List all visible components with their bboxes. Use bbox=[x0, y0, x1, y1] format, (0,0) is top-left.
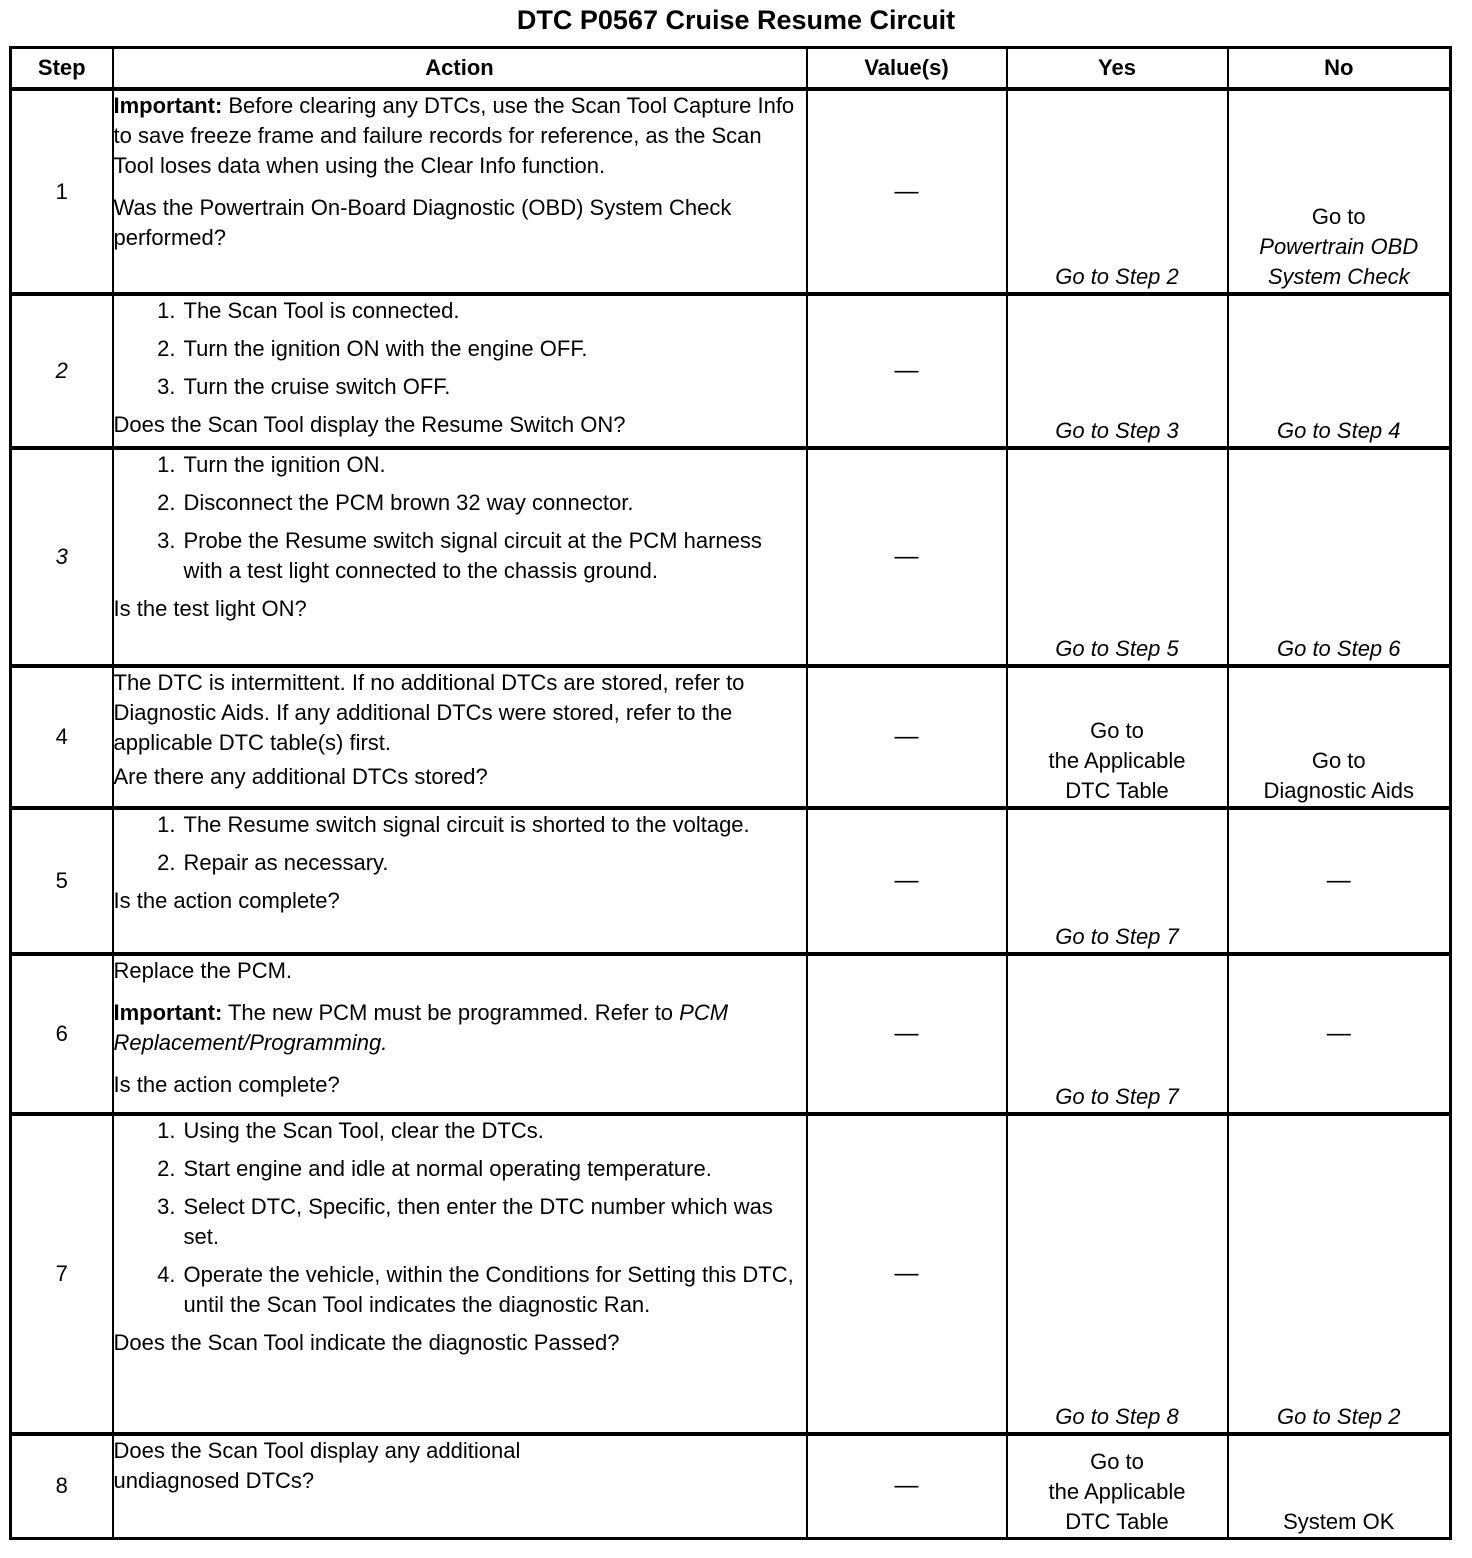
action-text: The DTC is intermittent. If no additional DTCs are stored, refer to Diagnostic Aids. If any additional DTCs were stored, refer to the applicable DTC table(s) first. bbox=[113, 670, 745, 755]
table-row-step-3 bbox=[11, 448, 1451, 666]
important-label: Important: bbox=[113, 1000, 223, 1025]
step-number: 6 bbox=[11, 954, 113, 1114]
step-number: 7 bbox=[11, 1114, 113, 1434]
action-question: Does the Scan Tool indicate the diagnostic Passed? bbox=[113, 1330, 620, 1355]
list-item: 4. Operate the vehicle, within the Conditions for Setting this DTC, until the Scan Tool indicates the diagnostic Ran. bbox=[157, 1262, 794, 1317]
action-question: Does the Scan Tool display any additional undiagnosed DTCs? bbox=[113, 1438, 521, 1493]
yes-cell: Go to Step 3 bbox=[1007, 294, 1228, 448]
action-question: Does the Scan Tool display the Resume Switch ON? bbox=[113, 412, 626, 437]
important-link: PCM Replacement/Programming. bbox=[113, 1000, 729, 1055]
header-values: Value(s) bbox=[807, 48, 1007, 90]
step-number: 4 bbox=[11, 666, 113, 808]
list-item: 3. Select DTC, Specific, then enter the DTC number which was set. bbox=[157, 1194, 773, 1249]
action-question: Is the action complete? bbox=[113, 1072, 340, 1097]
no-cell: Go to Diagnostic Aids bbox=[1228, 666, 1451, 808]
table-row-step-7 bbox=[11, 1114, 1451, 1434]
table-header-row bbox=[11, 48, 1451, 90]
value-cell: — bbox=[807, 89, 1007, 294]
value-cell: — bbox=[807, 1114, 1007, 1434]
action-steps-list bbox=[114, 1116, 806, 1320]
step-number: 3 bbox=[11, 448, 113, 666]
action-cell bbox=[113, 666, 807, 808]
action-cell bbox=[113, 1114, 807, 1434]
step-number: 8 bbox=[11, 1434, 113, 1538]
table-row-step-8 bbox=[11, 1434, 1451, 1538]
action-steps-list bbox=[114, 450, 806, 586]
value-cell: — bbox=[807, 808, 1007, 954]
header-yes: Yes bbox=[1007, 48, 1228, 90]
action-cell bbox=[113, 89, 807, 294]
list-item: 3. Turn the cruise switch OFF. bbox=[157, 374, 451, 399]
list-item: 2. Disconnect the PCM brown 32 way connector. bbox=[157, 490, 634, 515]
value-cell: — bbox=[807, 666, 1007, 808]
action-question: Is the action complete? bbox=[113, 888, 340, 913]
list-item: 1. The Scan Tool is connected. bbox=[157, 298, 460, 323]
list-item: 2. Repair as necessary. bbox=[157, 850, 389, 875]
step-number: 2 bbox=[11, 294, 113, 448]
important-text: Before clearing any DTCs, use the Scan Tool Capture Info to save freeze frame and failure records for reference, as the Scan Tool loses data when using the Clear Info function. bbox=[113, 93, 795, 178]
no-cell: Go to Step 6 bbox=[1228, 448, 1451, 666]
step-number: 5 bbox=[11, 808, 113, 954]
yes-cell: Go to the Applicable DTC Table bbox=[1007, 666, 1228, 808]
important-text: The new PCM must be programmed. Refer to bbox=[222, 1000, 680, 1025]
yes-cell: Go to Step 7 bbox=[1007, 954, 1228, 1114]
list-item: 1. Turn the ignition ON. bbox=[157, 452, 386, 477]
yes-cell: Go to Step 7 bbox=[1007, 808, 1228, 954]
action-cell bbox=[113, 1434, 807, 1538]
action-steps-list bbox=[114, 810, 806, 878]
no-cell: — bbox=[1228, 954, 1451, 1114]
list-item: 3. Probe the Resume switch signal circuit at the PCM harness with a test light connected to the chassis ground. bbox=[157, 528, 762, 583]
action-text: Replace the PCM. bbox=[113, 958, 293, 983]
step-number: 1 bbox=[11, 89, 113, 294]
action-steps-list bbox=[114, 296, 806, 402]
list-item: 1. The Resume switch signal circuit is shorted to the voltage. bbox=[157, 812, 750, 837]
table-row-step-2 bbox=[11, 294, 1451, 448]
diagnostic-table bbox=[9, 46, 1452, 1540]
header-action: Action bbox=[113, 48, 807, 90]
yes-cell: Go to Step 2 bbox=[1007, 89, 1228, 294]
list-item: 2. Start engine and idle at normal operating temperature. bbox=[157, 1156, 712, 1181]
page-title: DTC P0567 Cruise Resume Circuit bbox=[516, 5, 956, 35]
value-cell: — bbox=[807, 954, 1007, 1114]
action-question: Was the Powertrain On-Board Diagnostic (OBD) System Check performed? bbox=[113, 195, 732, 250]
action-cell bbox=[113, 294, 807, 448]
no-cell: System OK bbox=[1228, 1434, 1451, 1538]
table-row-step-4 bbox=[11, 666, 1451, 808]
no-cell: — bbox=[1228, 808, 1451, 954]
action-cell bbox=[113, 954, 807, 1114]
table-row-step-6 bbox=[11, 954, 1451, 1114]
yes-cell: Go to Step 8 bbox=[1007, 1114, 1228, 1434]
value-cell: — bbox=[807, 294, 1007, 448]
no-cell: Go to Step 4 bbox=[1228, 294, 1451, 448]
no-prefix: Go to bbox=[1311, 204, 1366, 229]
no-cell: Go to Step 2 bbox=[1228, 1114, 1451, 1434]
list-item: 2. Turn the ignition ON with the engine OFF. bbox=[157, 336, 588, 361]
value-cell: — bbox=[807, 448, 1007, 666]
important-label: Important: bbox=[113, 93, 223, 118]
no-link: Powertrain OBD System Check bbox=[1259, 234, 1419, 289]
list-item: 1. Using the Scan Tool, clear the DTCs. bbox=[157, 1118, 544, 1143]
action-question: Is the test light ON? bbox=[113, 596, 307, 621]
header-no: No bbox=[1228, 48, 1451, 90]
action-question: Are there any additional DTCs stored? bbox=[113, 764, 488, 789]
table-row-step-1 bbox=[11, 89, 1451, 294]
action-cell bbox=[113, 808, 807, 954]
header-step: Step bbox=[11, 48, 113, 90]
no-cell bbox=[1228, 89, 1451, 294]
yes-cell: Go to the Applicable DTC Table bbox=[1007, 1434, 1228, 1538]
table-row-step-5 bbox=[11, 808, 1451, 954]
yes-cell: Go to Step 5 bbox=[1007, 448, 1228, 666]
value-cell: — bbox=[807, 1434, 1007, 1538]
action-cell bbox=[113, 448, 807, 666]
